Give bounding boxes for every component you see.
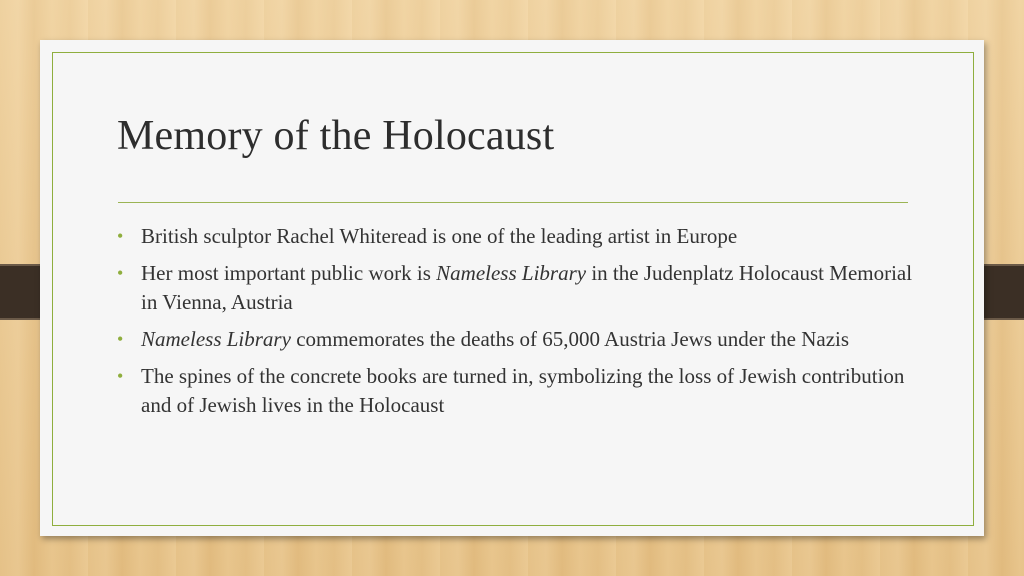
bullet-item xyxy=(117,362,917,420)
bullet-text: commemorates the deaths of 65,000 Austria Jews under the Nazis xyxy=(290,327,850,351)
artwork-title: Nameless Library xyxy=(141,327,291,351)
artwork-title: Nameless Library xyxy=(436,261,587,285)
bullet-text: British sculptor Rachel Whiteread is one of the leading artist in Europe xyxy=(141,224,738,248)
bullet-text: in the Judenplatz Holocaust Memorial in Vienna, Austria xyxy=(141,261,913,314)
bullet-text: Her most important public work is xyxy=(141,261,437,285)
slide-title: Memory of the Holocaust xyxy=(117,113,555,159)
bullet-text: The spines of the concrete books are turned in, symbolizing the loss of Jewish contribution and of Jewish lives in the Holocaust xyxy=(141,364,905,417)
bullet-list xyxy=(117,222,917,428)
bullet-dot: • xyxy=(117,226,124,246)
bullet-item xyxy=(117,325,917,354)
title-divider xyxy=(118,202,908,203)
bullet-item xyxy=(117,259,917,317)
bullet-dot: • xyxy=(117,329,124,349)
bullet-dot: • xyxy=(117,263,124,283)
bullet-item xyxy=(117,222,917,251)
bullet-dot: • xyxy=(117,366,124,386)
